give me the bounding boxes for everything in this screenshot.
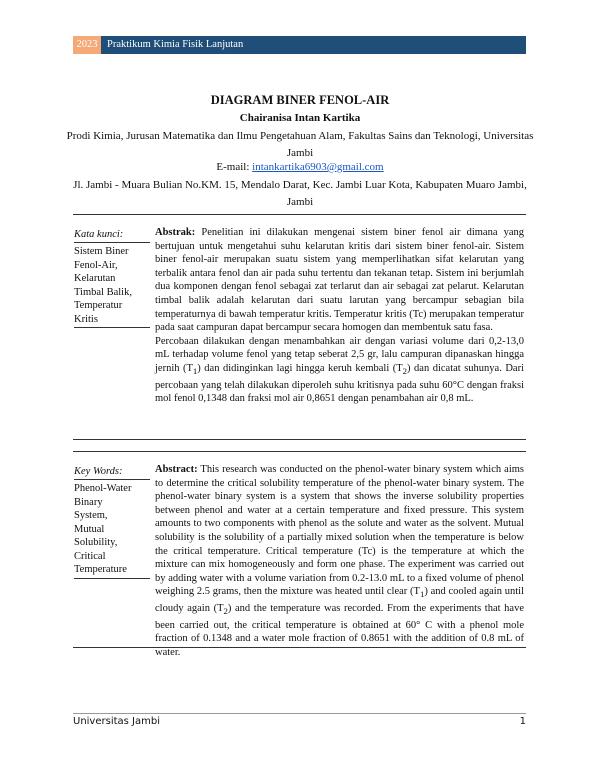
keyword: System, [74, 510, 108, 521]
abstract-text: ) and cooled again until cloudy again (T [155, 586, 524, 615]
abstract-text: This research was conducted on the phenol-water binary system which aims to determine the critical solubility temperature of the phenol-water binary system. The phenol-water binary system is a system that shows the inverse solubility properties between phenol and water at a certain temperature and fixed pressure. This system amounts to two components with phenol as the solute and water as the solvent. Mutual solubility is the solubility of a partially mixed solution when the temperature is below the critical temperature. Critical temperature (Tc) is the temperature at which the mixture can mix homogeneously and form one phase. The experiment was carried out by adding water with a volume variation from 0.2-13.0 mL to a fixed volume of phenol weighing 2.5 grams, then the mixture was heated until clear (T [155, 464, 524, 598]
page-number: 1 [519, 716, 526, 727]
keywords-underline [74, 327, 150, 328]
subscript: 1 [192, 366, 198, 377]
keywords-box-id [74, 228, 150, 328]
keywords-heading: Key Words: [74, 465, 150, 480]
address: Jl. Jambi - Muara Bulian No.KM. 15, Mendalo Darat, Kec. Jambi Luar Kota, Kabupaten Muaro Jambi, Jambi [73, 179, 527, 208]
footer-institution: Universitas Jambi [73, 716, 160, 727]
keywords-list [74, 480, 150, 577]
footer-rule [73, 713, 526, 714]
keyword: Critical [74, 550, 106, 562]
abstract-text: Penelitian ini dilakukan mengenai sistem biner fenol air dimana yang bertujuan untuk mengetahui suhu kelarutan kritis dari sistem biner fenol-air. Sistem biner fenol-air merupakan suatu sistem yang memperlihatkan sifat kelarutan yang terbalik antara fenol dan air pada suhu tertentu dan tekanan tetap. Sistem ini berjumlah dua komponen dengan fenol sebagai zat terlarut dan air sebagai zat pelarut. Kelarutan timbal balik adalah kelarutan dari suatu larutan yang bercampur sebagian bila temperaturnya di bawah temperatur kritis. Temperatur kritis (Tc) merupakan temperatur pada saat campuran dapat bercampur secara homogen dan membentuk satu fasa. [155, 227, 524, 334]
abstract-label: Abstrak: [155, 227, 196, 238]
keyword: Kritis [74, 313, 98, 325]
abstract-text: ) and the temperature was recorded. From the experiments that have been carried out, the critical temperature is obtained at 60° C with a phenol mole fraction of 0.1348 and a water mole fraction of 0.8651 with the addition of 0.8 mL of water. [155, 603, 524, 658]
subscript: 1 [419, 589, 425, 600]
keyword: Sistem Biner [74, 246, 129, 257]
abstract-id-p1 [155, 226, 524, 335]
affiliation: Prodi Kimia, Jurusan Matematika dan Ilmu Pengetahuan Alam, Fakultas Sains dan Teknologi, Universitas Jambi [66, 130, 534, 159]
keyword: Timbal Balik, [74, 286, 132, 298]
keyword: Fenol-Air, [74, 259, 118, 271]
keyword: Kelarutan [74, 273, 116, 284]
running-header [73, 36, 526, 54]
subscript: 2 [223, 606, 228, 617]
subscript: 2 [402, 366, 408, 377]
abstract-text: Percobaan dilakukan dengan menambahkan air dengan variasi volume dari 0,2-13,0 mL terhadap volume fenol yang tetap seberat 2,5 gr, lalu campuran dipanaskan hingga jernih (T [155, 335, 524, 374]
email-link[interactable]: intankartika6903@gmail.com [252, 161, 384, 173]
header-year: 2023 [73, 36, 101, 54]
keyword: Solubility, [74, 537, 118, 548]
abstract-id-p2 [155, 335, 524, 406]
abstract-text: ) dan didinginkan lagi hingga keruh kembali (T [197, 362, 403, 374]
abstract-text: ) dan dicatat suhunya. Dari percobaan yang telah dilakukan diperoleh suhu kritisnya pada suhu 60°C dengan fraksi mol fenol 0,1348 dan fraksi mol air 0,8651 dengan penambahan air 0,8 mL. [155, 362, 524, 405]
paper-title: DIAGRAM BINER FENOL-AIR [210, 93, 390, 107]
keywords-heading: Kata kunci: [74, 228, 150, 243]
abstract-id [155, 226, 524, 406]
keyword: Phenol-Water [74, 483, 132, 494]
author-name: Chairanisa Intan Kartika [239, 112, 361, 124]
divider-top [73, 214, 526, 215]
header-title: Praktikum Kimia Fisik Lanjutan [101, 36, 526, 54]
divider-mid-2 [73, 451, 526, 452]
email-line [60, 161, 540, 173]
keywords-box-en [74, 465, 150, 579]
keyword: Temperatur [74, 300, 123, 311]
email-label: E-mail: [216, 161, 253, 173]
keywords-underline [74, 578, 150, 579]
keyword: Binary [74, 496, 103, 508]
keyword: Temperature [74, 564, 127, 575]
abstract-label: Abstract: [155, 464, 198, 475]
keyword: Mutual [74, 523, 105, 535]
divider-mid-1 [73, 439, 526, 440]
abstract-en [155, 463, 524, 660]
divider-bottom [73, 647, 526, 648]
keywords-list [74, 243, 150, 326]
